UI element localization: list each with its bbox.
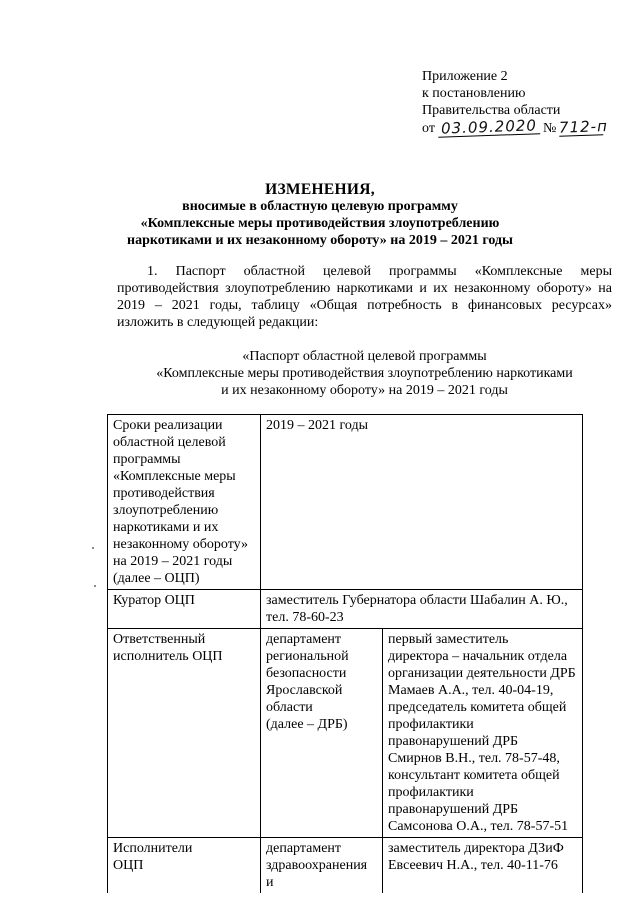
table-cell-value: заместитель Губернатора области Шабалин А. Ю., тел. 78-60-23 (261, 590, 583, 629)
from-label: от (422, 121, 435, 136)
appendix-line-3: Правительства области (422, 103, 561, 118)
appendix-date-number-line (422, 116, 609, 138)
appendix-line-1: Приложение 2 (422, 69, 508, 84)
handwritten-number: 712-п (558, 117, 609, 137)
table-cell-label: Сроки реализации областной целевой программы «Комплексные меры противодействия злоупотреблению наркотиками и их незаконному обороту» на 2019 – 2021 годы (далее – ОЦП) (108, 415, 261, 590)
title-line-2: вносимые в областную целевую программу (182, 199, 458, 214)
table-row (108, 415, 583, 590)
title-line-1: ИЗМЕНЕНИЯ, (265, 181, 375, 198)
passport-title-line-2: «Комплексные меры противодействия злоупотреблению наркотиками (156, 366, 573, 381)
table-cell-label: Ответственный исполнитель ОЦП (108, 629, 261, 838)
body-paragraph: 1. Паспорт областной целевой программы «Комплексные меры противодействия злоупотреблению наркотиками и их незаконному обороту» на 2019 – 2021 годы, таблицу «Общая потребность в финансовых ресурсах» изложить в следующей редакции: (117, 264, 612, 330)
table-row (108, 838, 583, 894)
table-row (108, 629, 583, 838)
appendix-line-2: к постановлению (422, 86, 526, 101)
table-cell-contacts: первый заместитель директора – начальник отдела организации деятельности ДРБ Мамаев А.А., тел. 40-04-19, председатель комитета общей профилактики правонарушений ДРБ Смирнов В.Н., тел. 78-57-48, консультант комитета общей профилактики правонарушений ДРБ Самсонова О.А., тел. 78-57-51 (383, 629, 583, 838)
number-label: № (542, 121, 557, 136)
passport-table (107, 414, 583, 893)
table-cell-dept: департамент здравоохранения и (261, 838, 383, 894)
table-cell-contacts: заместитель директора ДЗиФ Евсеевич Н.А., тел. 40-11-76 (383, 838, 583, 894)
scan-speck (92, 547, 94, 549)
scan-speck (94, 585, 96, 587)
document-title (100, 181, 540, 249)
table-cell-dept: департамент региональной безопасности Ярославской области (далее – ДРБ) (261, 629, 383, 838)
title-line-4: наркотиками и их незаконному обороту» на 2019 – 2021 годы (127, 233, 513, 248)
passport-title-line-1: «Паспорт областной целевой программы (242, 349, 487, 364)
handwritten-date: 03.09.2020 (438, 117, 541, 138)
table-cell-label: Куратор ОЦП (108, 590, 261, 629)
table-cell-label: Исполнители ОЦП (108, 838, 261, 894)
passport-title (117, 348, 612, 399)
table-cell-value: 2019 – 2021 годы (261, 415, 583, 590)
appendix-header (422, 68, 609, 138)
title-line-3: «Комплексные меры противодействия злоупотреблению (140, 216, 500, 231)
table-row (108, 590, 583, 629)
passport-title-line-3: и их незаконному обороту» на 2019 – 2021 годы (221, 383, 508, 398)
